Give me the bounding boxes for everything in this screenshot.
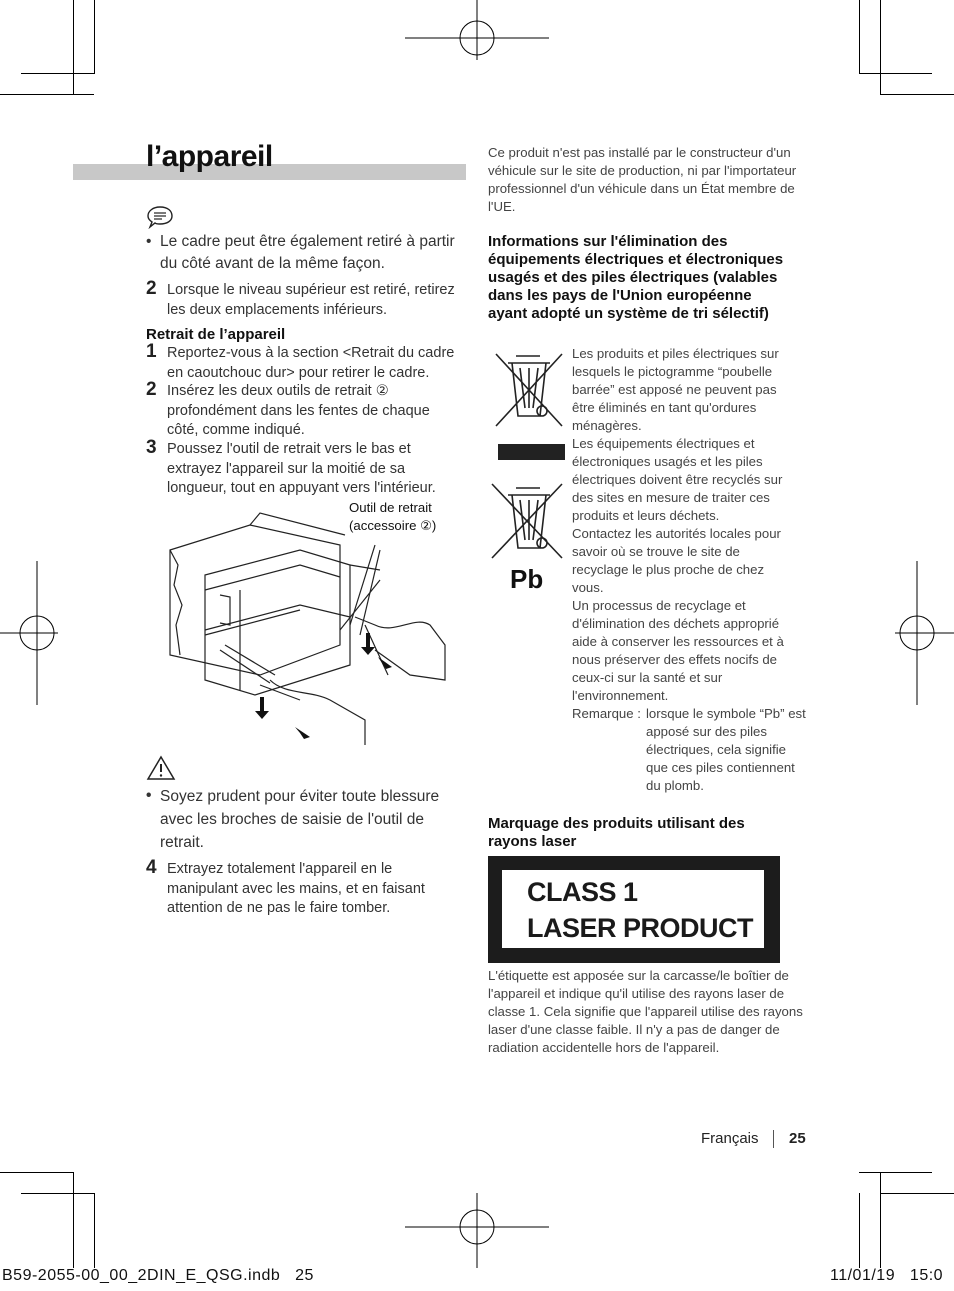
laser-label: CLASS 1 LASER PRODUCT (502, 870, 764, 948)
weee-heading: Informations sur l'élimination des équipements électriques et électroniques usagés et des piles électriques (valables dans les pays de l'Union européenne ayant adopté un système de tri sélectif) (488, 233, 784, 322)
laser-text: L'étiquette est apposée sur la carcasse/le boîtier de l'appareil et indique qu'il utilise des rayons laser de classe 1. Cela signifie que l'appareil utilise des rayons laser d'une classe faible. Il n'y a pas de danger de radiation accidentelle hors de l'appareil. (488, 968, 803, 1055)
laser-heading: Marquage des produits utilisant des rayons laser (488, 815, 745, 850)
footer-language: Français (701, 1130, 759, 1147)
intro-text: Ce produit n'est pas installé par le constructeur d'un véhicule sur le site de production, ni par l'importateur professionnel d'un véhicule dans un État membre de l'UE. (488, 145, 797, 214)
note-bullet: • Le cadre peut être également retiré à partir du côté avant de la même façon. (146, 233, 455, 272)
caution-bullet: • Soyez prudent pour éviter toute blessure avec les broches de saisie de l'outil de retrait. (146, 787, 440, 851)
remark-text: lorsque le symbole “Pb” est apposé sur des piles électriques, cela signifie que ces piles contiennent du plomb. (646, 706, 806, 793)
step-4: 4 Extrayez totalement l'appareil en le manipulant avec les mains, et en faisant attention de ne pas le faire tomber. (146, 857, 425, 916)
page-number: 25 (789, 1130, 806, 1147)
slug-date: 11/01/19 15:0 (830, 1267, 944, 1284)
weee-text: Les produits et piles électriques sur lesquels le pictogramme “poubelle barrée” est apposé ne peuvent pas être éliminés en tant qu'ordures ménagères. Les équipements électriques et électroniques usagés et les piles électriques doivent être recyclés sur des sites en mesure de traiter ces produits et leurs déchets. Contactez les autorités locales pour savoir où se trouve le site de recyclage le plus proche de chez vous. Un processus de recyclage et d'élimination des déchets approprié aide à conserver les ressources et à nous préserver des effets nocifs de ceux-ci sur la santé et sur l'environnement. Remarque : lorsque le symbole “Pb” est apposé sur des piles électriques, cela signifie que ces piles contiennent du plomb. (572, 346, 806, 793)
slug-filename: B59-2055-00_00_2DIN_E_QSG.indb 25 (2, 1267, 314, 1284)
subheading-removal: Retrait de l’appareil (146, 326, 286, 343)
device-removal-illustration (160, 505, 460, 750)
footer-separator (773, 1130, 774, 1148)
step-1: 1 Reportez-vous à la section <Retrait du cadre en caoutchouc dur> pour retirer le cadre. (146, 341, 455, 381)
speech-bubble-icon (146, 205, 174, 229)
crossed-bin-icons (490, 348, 570, 598)
figure-label: Outil de retrait (accessoire ②) (349, 500, 437, 533)
warning-icon (146, 755, 176, 781)
step-3: 3 Poussez l'outil de retrait vers le bas et extrayez l'appareil sur la moitié de sa longueur, tout en appuyant vers l'intérieur. (146, 437, 436, 496)
step-2a: 2 Lorsque le niveau supérieur est retiré, retirez les deux emplacements inférieurs. (146, 278, 455, 318)
page-title: l’appareil (146, 140, 273, 173)
step-2b: 2 Insérez les deux outils de retrait ② profondément dans les fentes de chaque côté, comme indiqué. (146, 379, 430, 438)
remark-label: Remarque : (572, 706, 641, 721)
pb-symbol: Pb (510, 564, 544, 594)
